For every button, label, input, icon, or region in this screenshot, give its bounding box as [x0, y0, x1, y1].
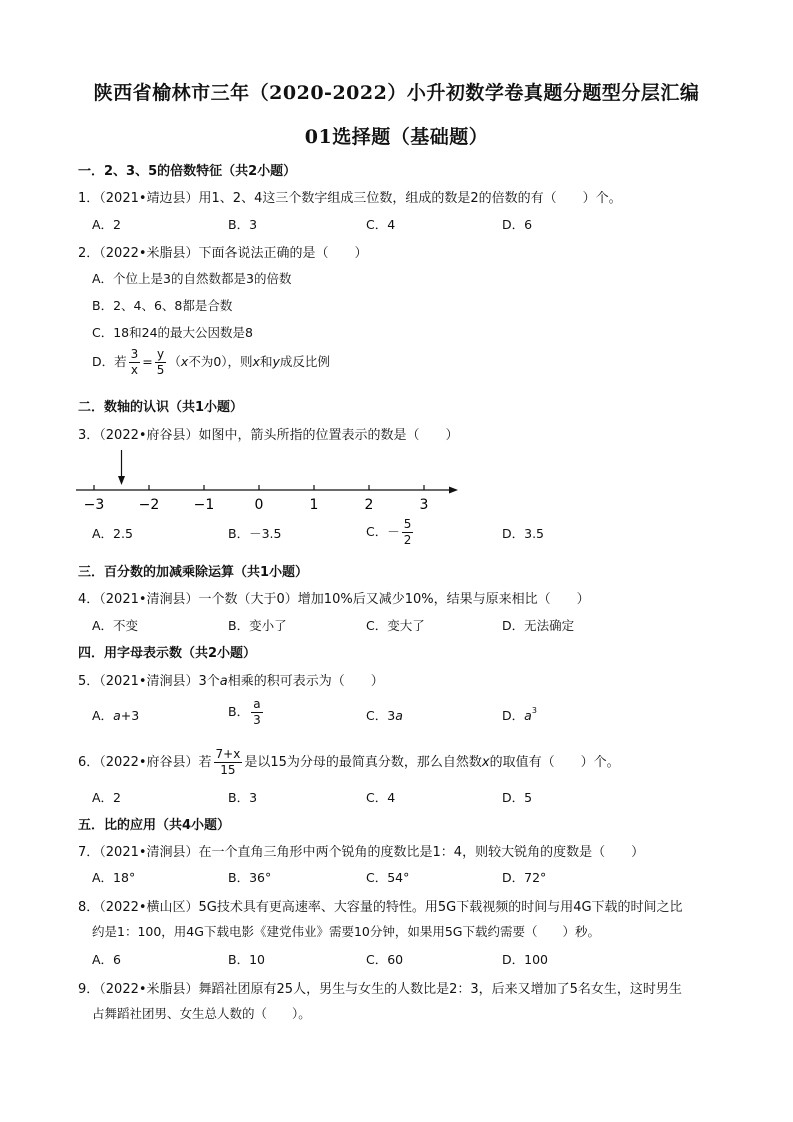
- exponent: 3: [531, 706, 537, 715]
- q4-option-b: B．变小了: [228, 618, 287, 633]
- number-line-tick-label: −1: [193, 497, 215, 513]
- q5-option-b: [228, 697, 265, 728]
- q2-d-text: 成反比例: [279, 354, 330, 369]
- q2-option-c: C．18和24的最大公因数是8: [92, 325, 253, 340]
- q2-d-text: 和: [259, 354, 273, 369]
- option-letter: D．: [502, 708, 525, 723]
- section-heading-5: 五．比的应用（共4小题）: [78, 818, 231, 833]
- q6-option-b: B．3: [228, 790, 258, 805]
- option-letter: B．: [228, 704, 250, 719]
- axis-arrowhead-icon: [449, 487, 458, 494]
- q3-option-a: A．2.5: [92, 526, 133, 541]
- var-x: x: [180, 354, 189, 369]
- number-line-tick-label: −3: [83, 497, 105, 513]
- var-a: a: [219, 674, 228, 689]
- q7-option-b: B．36°: [228, 870, 272, 885]
- section-heading-4: 四．用字母表示数（共2小题）: [78, 646, 257, 661]
- fraction-denominator: 5: [156, 363, 165, 377]
- section-heading-2: 二．数轴的认识（共1小题）: [78, 400, 244, 415]
- number-line-tick-label: 3: [419, 497, 429, 513]
- number-line-tick-label: −2: [138, 497, 160, 513]
- question-6-stem: [78, 747, 620, 778]
- q1-option-d: D．6: [502, 217, 533, 232]
- number-line-tick-label: 2: [364, 497, 374, 513]
- pointer-arrow-icon: [118, 476, 125, 485]
- fraction-y-over-5: [155, 347, 167, 378]
- fraction-7x-over-15: [214, 747, 243, 778]
- q8-option-b: B．10: [228, 952, 265, 967]
- q3-c-prefix: C．: [366, 524, 388, 539]
- var-x: x: [481, 755, 490, 770]
- q6-stem-suffix: 的取值有（ ）个。: [489, 755, 620, 770]
- option-text: +3: [120, 708, 140, 723]
- q2-d-prefix: D．若: [92, 354, 127, 369]
- q6-option-c: C．4: [366, 790, 396, 805]
- q6-option-a: A．2: [92, 790, 122, 805]
- var-a: a: [113, 708, 121, 723]
- option-text: C．3: [366, 708, 396, 723]
- fraction-5-over-2: [402, 517, 414, 548]
- q4-option-d: D．无法确定: [502, 618, 575, 633]
- var-x: x: [252, 354, 260, 369]
- q7-option-c: C．54°: [366, 870, 410, 885]
- q6-option-d: D．5: [502, 790, 533, 805]
- number-line-tick-label: 1: [309, 497, 319, 513]
- q2-option-b: B．2、4、6、8都是合数: [92, 298, 233, 313]
- q3-option-b: B．－3.5: [228, 526, 282, 541]
- q3-option-c: [366, 517, 415, 548]
- q7-option-a: A．18°: [92, 870, 136, 885]
- q8-option-d: D．100: [502, 952, 548, 967]
- fraction-numerator: 5: [403, 517, 412, 531]
- q3-option-d: D．3.5: [502, 526, 545, 541]
- fraction-a-over-3: [251, 697, 263, 728]
- var-y: y: [272, 354, 280, 369]
- fraction-numerator: 3: [130, 347, 139, 361]
- number-line-figure: [70, 448, 470, 514]
- q4-option-c: C．变大了: [366, 618, 425, 633]
- q7-option-d: D．72°: [502, 870, 547, 885]
- q8-option-a: A．6: [92, 952, 122, 967]
- q1-option-b: B．3: [228, 217, 258, 232]
- question-4-stem: 4．（2021•清涧县）一个数（大于0）增加10%后又减少10%，结果与原来相比（ ）: [78, 592, 590, 607]
- question-8-stem-line2: 约是1：100，用4G下载电影《建党伟业》需要10分钟，如果用5G下载约需要（ ）秒。: [92, 924, 600, 939]
- q5-stem-suffix: 相乘的积可表示为（ ）: [227, 674, 384, 689]
- fraction-numerator: a: [251, 697, 263, 713]
- fraction-denominator: 2: [403, 533, 412, 547]
- fraction-3-over-x: [129, 347, 141, 378]
- q2-option-d: [92, 347, 330, 378]
- q5-option-c: [366, 706, 403, 724]
- number-line-tick-label: 0: [254, 497, 264, 513]
- fraction-numerator: 7+x: [215, 747, 241, 761]
- equals-sign: =: [142, 354, 153, 369]
- q2-d-text: （: [168, 354, 181, 369]
- q2-option-a: A．个位上是3的自然数都是3的倍数: [92, 271, 292, 286]
- question-5-stem: [78, 670, 384, 689]
- question-9-stem-line1: 9．（2022•米脂县）舞蹈社团原有25人，男生与女生的人数比是2：3，后来又增加了5名女生，这时男生: [78, 982, 682, 997]
- section-heading-1: 一．2、3、5的倍数特征（共2小题）: [78, 164, 297, 179]
- question-1-stem: 1．（2021•靖边县）用1、2、4这三个数字组成三位数，组成的数是2的倍数的有（ ）个。: [78, 191, 622, 206]
- section-heading-3: 三．百分数的加减乘除运算（共1小题）: [78, 565, 309, 580]
- fraction-numerator: y: [155, 347, 167, 363]
- q4-option-a: A．不变: [92, 618, 139, 633]
- fraction-denominator: 3: [253, 713, 261, 727]
- document-title-line1: 陕西省榆林市三年（2020-2022）小升初数学卷真题分题型分层汇编: [93, 82, 700, 104]
- question-8-stem-line1: 8．（2022•横山区）5G技术具有更高速率、大容量的特性。用5G下载视频的时间与用4G下载的时间之比: [78, 900, 683, 915]
- document-title-line2: 01选择题（基础题）: [304, 126, 489, 148]
- var-a: a: [395, 708, 403, 723]
- fraction-denominator: 15: [220, 763, 236, 777]
- fraction-denominator: x: [130, 363, 139, 377]
- q6-stem-mid: 是以15为分母的最简真分数，那么自然数: [244, 755, 482, 770]
- q5-stem-prefix: 5．（2021•清涧县）3个: [78, 674, 220, 689]
- q2-d-text: 不为0），则: [188, 354, 253, 369]
- option-letter: A．: [92, 708, 114, 723]
- question-2-stem: 2．（2022•米脂县）下面各说法正确的是（ ）: [78, 246, 368, 261]
- question-3-stem: 3．（2022•府谷县）如图中，箭头所指的位置表示的数是（ ）: [78, 428, 459, 443]
- var-a: a: [524, 708, 532, 723]
- q5-option-d: [502, 706, 537, 724]
- question-9-stem-line2: 占舞蹈社团男、女生总人数的（ ）。: [92, 1006, 311, 1021]
- minus-sign: －: [387, 524, 400, 539]
- question-7-stem: 7．（2021•清涧县）在一个直角三角形中两个锐角的度数比是1：4，则较大锐角的度数是（ ）: [78, 845, 645, 860]
- q5-option-a: [92, 706, 139, 724]
- q6-stem-prefix: 6．（2022•府谷县）若: [78, 755, 212, 770]
- q1-option-a: A．2: [92, 217, 122, 232]
- q8-option-c: C．60: [366, 952, 404, 967]
- q1-option-c: C．4: [366, 217, 396, 232]
